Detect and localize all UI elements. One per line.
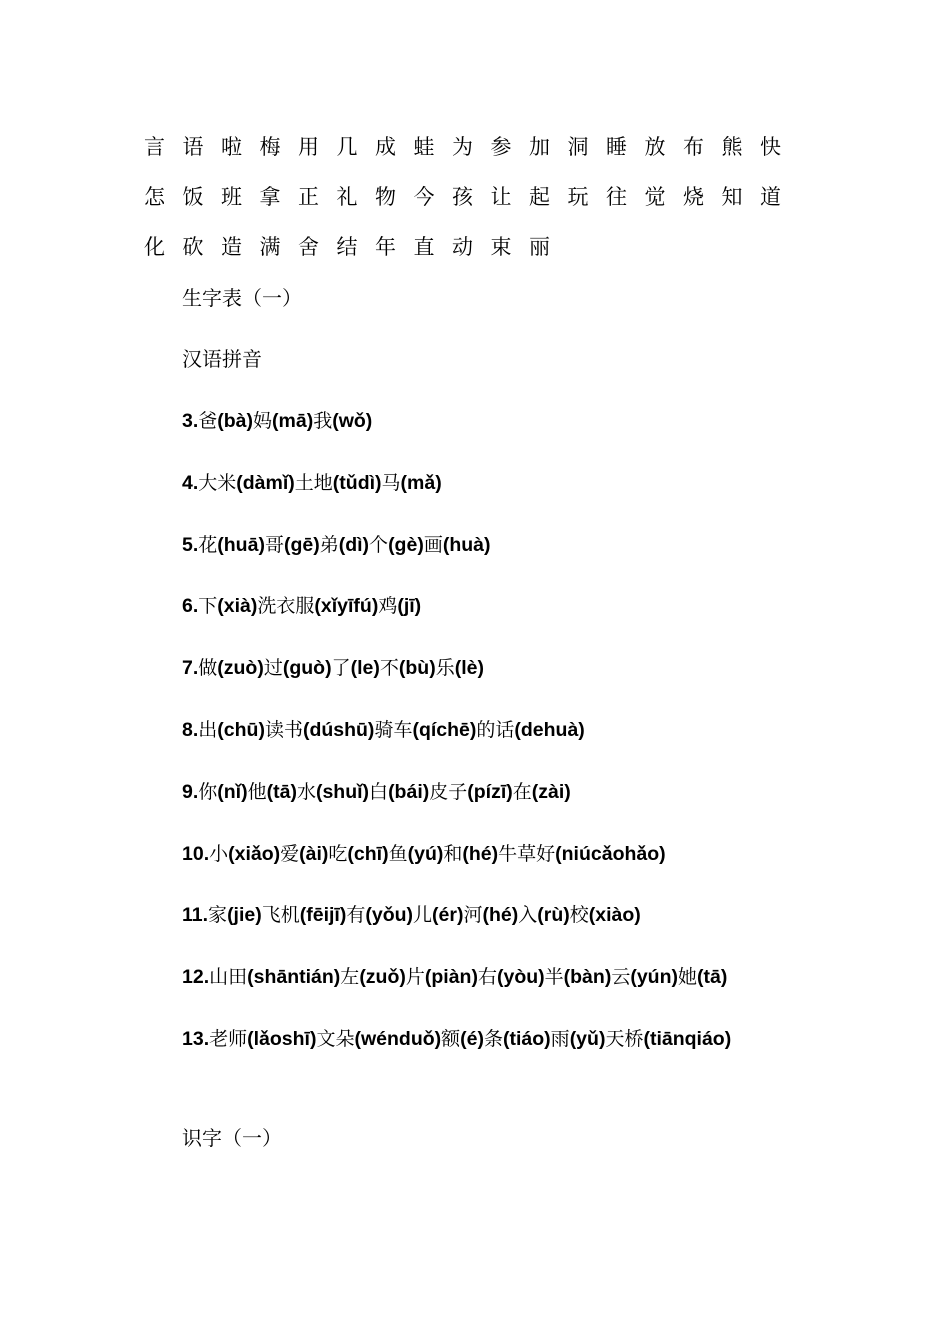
lesson-number: 13. <box>182 1027 210 1050</box>
lesson-line <box>182 1024 922 1086</box>
pinyin-reading: (lǎoshī) <box>247 1027 317 1050</box>
lesson-number: 10. <box>182 842 210 865</box>
heading-pinyin: 汉语拼音 <box>182 347 262 371</box>
character: 梅 <box>259 135 281 159</box>
pinyin-reading: (tā) <box>266 780 297 803</box>
hanzi-word: 骑车 <box>374 718 413 741</box>
lesson-line <box>182 900 922 962</box>
pinyin-reading: (bà) <box>217 410 254 432</box>
character: 语 <box>182 135 204 159</box>
character: 怎 <box>144 185 165 209</box>
lesson-line <box>182 653 922 715</box>
hanzi-word: 云 <box>611 966 631 989</box>
hanzi-word: 读书 <box>264 718 303 741</box>
pinyin-reading: (bù) <box>398 657 436 680</box>
hanzi-word: 花 <box>198 533 218 556</box>
hanzi-word: 半 <box>544 966 564 989</box>
pinyin-reading: (niúcǎohǎo) <box>555 842 666 865</box>
character: 加 <box>529 135 550 159</box>
pinyin-reading: (yòu) <box>496 966 545 989</box>
lesson-number: 5. <box>182 533 199 556</box>
hanzi-word: 家 <box>208 904 228 927</box>
heading-shizi: 识字（一） <box>182 1126 282 1150</box>
hanzi-word: 马 <box>381 471 401 494</box>
hanzi-word: 爸 <box>198 410 218 432</box>
hanzi-word: 他 <box>247 780 267 803</box>
hanzi-word: 乐 <box>435 657 455 680</box>
pinyin-reading: (ài) <box>299 842 329 865</box>
lesson-line <box>182 530 922 592</box>
hanzi-word: 小 <box>209 842 229 865</box>
pinyin-reading: (shuǐ) <box>315 780 370 803</box>
pinyin-reading: (ér) <box>432 904 464 927</box>
pinyin-reading: (le) <box>350 657 380 680</box>
pinyin-reading: (yǔ) <box>569 1027 606 1050</box>
hanzi-word: 鸡 <box>378 595 398 618</box>
pinyin-reading: (dàmǐ) <box>236 471 295 494</box>
lesson-line <box>182 591 922 653</box>
character: 年 <box>375 235 396 259</box>
pinyin-reading: (hé) <box>462 842 499 865</box>
hanzi-word: 老师 <box>209 1027 248 1050</box>
hanzi-word: 我 <box>313 410 333 432</box>
character: 道 <box>760 185 781 209</box>
hanzi-word: 弟 <box>319 533 339 556</box>
hanzi-word: 了 <box>331 657 351 680</box>
hanzi-word: 白 <box>369 780 389 803</box>
character: 放 <box>644 135 666 159</box>
hanzi-word: 在 <box>512 780 532 803</box>
character: 束 <box>490 235 512 259</box>
character: 言 <box>144 135 165 159</box>
pinyin-reading: (nǐ) <box>217 780 248 803</box>
pinyin-reading: (dì) <box>338 533 370 556</box>
pinyin-reading: (wénduǒ) <box>354 1027 442 1050</box>
lesson-number: 8. <box>182 718 199 741</box>
pinyin-reading: (chī) <box>347 842 389 865</box>
hanzi-word: 文朵 <box>316 1027 355 1050</box>
pinyin-reading: (zài) <box>531 780 571 803</box>
pinyin-reading: (zuǒ) <box>359 966 406 989</box>
character: 往 <box>606 185 627 209</box>
pinyin-reading: (chū) <box>217 718 265 741</box>
lesson-line <box>182 406 922 468</box>
character: 造 <box>221 235 242 259</box>
character: 为 <box>452 135 473 159</box>
pinyin-reading: (rù) <box>537 904 570 927</box>
hanzi-word: 她 <box>677 966 697 989</box>
character: 起 <box>529 185 550 209</box>
hanzi-word: 天桥 <box>605 1027 644 1050</box>
character: 玩 <box>567 185 589 209</box>
heading-shengzi-table: 生字表（一） <box>182 286 302 310</box>
hanzi-word: 儿 <box>413 904 433 927</box>
pinyin-reading: (huā) <box>217 533 265 556</box>
character: 拿 <box>259 185 281 209</box>
hanzi-word: 画 <box>423 533 443 556</box>
hanzi-word: 山田 <box>209 966 248 989</box>
pinyin-reading: (é) <box>460 1027 484 1050</box>
char-row <box>144 122 804 172</box>
character: 用 <box>298 135 319 159</box>
hanzi-word: 土地 <box>294 471 333 494</box>
pinyin-reading: (xǐyīfú) <box>314 595 379 618</box>
lesson-number: 7. <box>182 657 199 680</box>
pinyin-reading: (bàn) <box>563 966 612 989</box>
hanzi-word: 吃 <box>328 842 348 865</box>
hanzi-word: 皮子 <box>429 780 468 803</box>
hanzi-word: 下 <box>198 595 218 618</box>
character: 班 <box>221 185 242 209</box>
pinyin-reading: (piàn) <box>424 966 478 989</box>
character: 结 <box>336 235 358 259</box>
character: 物 <box>375 185 396 209</box>
pinyin-reading: (hé) <box>482 904 519 927</box>
hanzi-word: 雨 <box>550 1027 570 1050</box>
character: 正 <box>298 185 319 209</box>
character: 化 <box>144 235 165 259</box>
pinyin-reading: (pízī) <box>467 780 513 803</box>
hanzi-word: 左 <box>340 966 360 989</box>
pinyin-reading: (dúshū) <box>302 718 375 741</box>
pinyin-reading: (xiǎo) <box>228 842 281 865</box>
character: 快 <box>760 135 781 159</box>
character: 觉 <box>644 185 666 209</box>
lesson-line <box>182 468 922 530</box>
character: 礼 <box>336 185 358 209</box>
pinyin-reading: (yǒu) <box>365 904 414 927</box>
hanzi-word: 条 <box>484 1027 504 1050</box>
pinyin-reading: (tiáo) <box>503 1027 551 1050</box>
hanzi-word: 片 <box>405 966 425 989</box>
hanzi-word: 做 <box>198 657 218 680</box>
pinyin-reading: (bái) <box>388 780 430 803</box>
char-row <box>144 222 804 272</box>
character: 满 <box>259 235 281 259</box>
character: 让 <box>490 185 512 209</box>
pinyin-reading: (guò) <box>282 657 332 680</box>
lesson-list <box>182 406 922 1086</box>
pinyin-reading: (wǒ) <box>332 410 373 432</box>
character: 熊 <box>721 135 743 159</box>
pinyin-reading: (gē) <box>283 533 320 556</box>
character: 洞 <box>567 135 589 159</box>
character: 参 <box>490 135 512 159</box>
pinyin-reading: (xià) <box>217 595 258 618</box>
lesson-line <box>182 777 922 839</box>
character: 丽 <box>529 235 550 259</box>
pinyin-reading: (yú) <box>407 842 444 865</box>
hanzi-word: 有 <box>346 904 366 927</box>
pinyin-reading: (dehuà) <box>514 718 585 741</box>
hanzi-word: 洗衣服 <box>257 595 315 618</box>
pinyin-reading: (tiānqiáo) <box>643 1027 732 1050</box>
lesson-line <box>182 715 922 777</box>
character: 舍 <box>298 235 319 259</box>
character: 啦 <box>221 135 242 159</box>
hanzi-word: 校 <box>569 904 589 927</box>
character: 布 <box>683 135 704 159</box>
pinyin-reading: (fēijī) <box>299 904 347 927</box>
pinyin-reading: (huà) <box>442 533 491 556</box>
char-row <box>144 172 804 222</box>
hanzi-word: 过 <box>263 657 283 680</box>
character: 今 <box>413 185 435 209</box>
pinyin-reading: (tǔdì) <box>332 471 382 494</box>
lesson-number: 6. <box>182 595 199 618</box>
pinyin-reading: (zuò) <box>217 657 264 680</box>
character-grid <box>144 122 804 272</box>
pinyin-reading: (shāntián) <box>247 966 341 989</box>
lesson-number: 4. <box>182 471 199 494</box>
hanzi-word: 爱 <box>280 842 300 865</box>
pinyin-reading: (yún) <box>630 966 678 989</box>
hanzi-word: 水 <box>296 780 316 803</box>
character: 蛙 <box>413 135 435 159</box>
lesson-number: 3. <box>182 410 199 432</box>
hanzi-word: 不 <box>379 657 399 680</box>
pinyin-reading: (qíchē) <box>412 718 477 741</box>
pinyin-reading: (jie) <box>227 904 262 927</box>
character: 饭 <box>182 185 204 209</box>
character: 几 <box>336 135 358 159</box>
character: 直 <box>413 235 435 259</box>
hanzi-word: 出 <box>198 718 218 741</box>
lesson-number: 9. <box>182 780 199 803</box>
pinyin-reading: (lè) <box>454 657 484 680</box>
pinyin-reading: (mā) <box>272 410 314 432</box>
pinyin-reading: (jī) <box>397 595 422 618</box>
character: 成 <box>375 135 396 159</box>
lesson-number: 12. <box>182 966 210 989</box>
character: 知 <box>721 185 743 209</box>
character: 孩 <box>452 185 473 209</box>
hanzi-word: 妈 <box>253 410 273 432</box>
character: 动 <box>452 235 473 259</box>
pinyin-reading: (mǎ) <box>400 471 442 494</box>
lesson-line <box>182 962 922 1024</box>
hanzi-word: 入 <box>518 904 538 927</box>
hanzi-word: 你 <box>198 780 218 803</box>
hanzi-word: 额 <box>441 1027 461 1050</box>
lesson-line <box>182 839 922 901</box>
character: 睡 <box>606 135 627 159</box>
pinyin-reading: (gè) <box>388 533 424 556</box>
hanzi-word: 大米 <box>198 471 237 494</box>
hanzi-word: 哥 <box>264 533 284 556</box>
hanzi-word: 牛草好 <box>498 842 556 865</box>
pinyin-reading: (tā) <box>697 966 728 989</box>
hanzi-word: 的话 <box>476 718 515 741</box>
hanzi-word: 鱼 <box>388 842 408 865</box>
lesson-number: 11. <box>182 904 209 927</box>
hanzi-word: 个 <box>369 533 389 556</box>
hanzi-word: 河 <box>463 904 483 927</box>
hanzi-word: 飞机 <box>261 904 300 927</box>
pinyin-reading: (xiào) <box>588 904 641 927</box>
hanzi-word: 右 <box>477 966 497 989</box>
character: 烧 <box>683 185 704 209</box>
character: 砍 <box>182 235 204 259</box>
hanzi-word: 和 <box>443 842 463 865</box>
